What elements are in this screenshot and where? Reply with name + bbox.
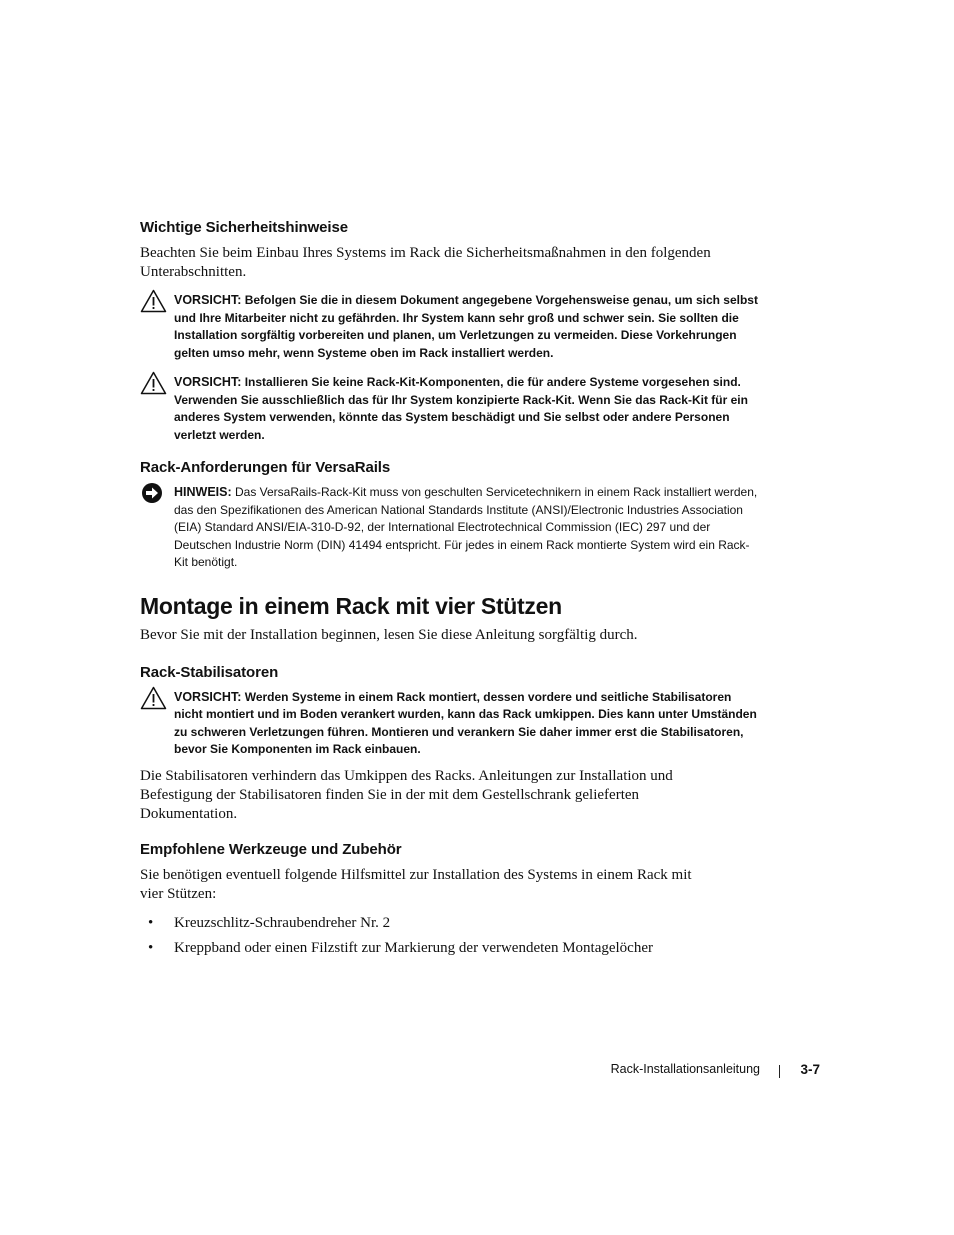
notice-text: Das VersaRails-Rack-Kit muss von geschulten Servicetechnikern in einem Rack installiert werden, das den Spezifikationen des American National Standards Institute (ANSI)/Electronic Industries Association (EIA) Standard ANSI/EIA-310-D-92, der International Electrotechnical Commission (IEC) 297 und der Deutschen Industrie Norm (DIN) 41494 entspricht. Für jedes in einem Rack montierte System wird ein Rack-Kit benötigt. [174,485,758,569]
section-heading-tools: Empfohlene Werkzeuge und Zubehör [140,840,402,858]
list-item [140,939,760,958]
section-heading-versarails: Rack-Anforderungen für VersaRails [140,459,391,476]
warning-triangle-icon [140,686,167,710]
page-footer [560,1062,820,1082]
notice-label: HINWEIS: [174,485,232,499]
warning-triangle-icon [140,371,167,395]
stabilizers-body: Die Stabilisatoren verhindern das Umkippen des Racks. Anleitungen zur Installation und Befestigung der Stabilisatoren finden Sie in der mit dem Gestellschrank gelieferten Dokumentation. [140,767,673,822]
caution-text: Werden Systeme in einem Rack montiert, dessen vordere und seitliche Stabilisatoren nicht montiert und im Boden verankert wurden, kann das Rack umkippen. Dies kann unter Umständen zu schweren Verletzungen führen. Montieren und verankern Sie daher immer erst die Stabilisatoren, bevor Sie Komponenten im Rack einbauen. [174,689,757,756]
list-item [140,914,760,933]
tools-list [140,914,760,958]
caution-notice-3 [140,689,759,759]
footer-separator [779,1065,780,1078]
page-content [140,218,760,964]
caution-label: VORSICHT: [174,293,242,307]
four-post-intro: Bevor Sie mit der Installation beginnen, lesen Sie diese Anleitung sorgfältig durch. [140,626,638,643]
main-heading-four-post: Montage in einem Rack mit vier Stützen [140,592,562,619]
caution-text: Installieren Sie keine Rack-Kit-Komponenten, die für andere Systeme vorgesehen sind. Verwenden Sie ausschließlich das für Ihr System konzipierte Rack-Kit. Wenn Sie das Rack-Kit für ein anderes System verwenden, könnte das System beschädigt und Sie selbst oder andere Personen verletzt werden. [174,375,748,442]
notice-arrow-icon [140,482,167,506]
safety-intro: Beachten Sie beim Einbau Ihres Systems im Rack die Sicherheitsmaßnahmen in den folgenden Unterabschnitten. [140,245,711,280]
page-number: 3-7 [800,1062,820,1077]
caution-label: VORSICHT: [174,375,242,389]
footer-title: Rack-Installationsanleitung [610,1062,760,1076]
list-item-text: Kreuzschlitz-Schraubendreher Nr. 2 [174,914,391,931]
bullet-mark: • [148,914,154,931]
section-heading-stabilizers: Rack-Stabilisatoren [140,663,279,681]
tools-intro: Sie benötigen eventuell folgende Hilfsmittel zur Installation des Systems in einem Rack mit vier Stützen: [140,866,692,902]
bullet-mark: • [148,939,154,956]
list-item-text: Kreppband oder einen Filzstift zur Markierung der verwendeten Montagelöcher [174,939,653,956]
caution-label: VORSICHT: [174,689,242,704]
caution-notice-1 [140,292,759,362]
warning-triangle-icon [140,289,167,313]
caution-notice-2 [140,374,759,444]
hinweis-notice [140,484,759,572]
caution-text: Befolgen Sie die in diesem Dokument angegebene Vorgehensweise genau, um sich selbst und Ihre Mitarbeiter nicht zu gefährden. Ihr System kann sehr groß und schwer sein. Sie sollten die Installation sorgfältig vorbereiten und planen, um Verletzungen zu vermeiden. Diese Vorkehrungen gelten umso mehr, wenn Systeme oben im Rack installiert werden. [174,293,758,360]
section-heading-safety: Wichtige Sicherheitshinweise [140,219,348,236]
